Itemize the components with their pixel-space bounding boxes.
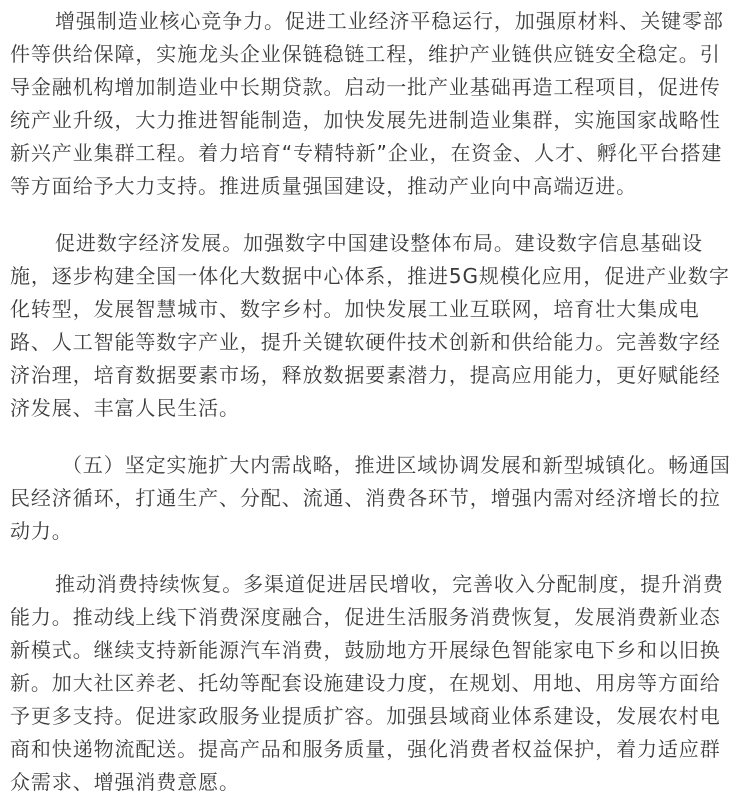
paragraph-line: 推动消费持续恢复。多渠道促进居民增收，完善收入分配制度，提升消费 [55,572,724,596]
paragraph-line: 众需求、增强消费意愿。 [10,770,240,794]
paragraph-line: 商和快递物流配送。提高产品和服务质量，强化消费者权益保护，着力适应群 [10,737,721,761]
paragraph-line: 等方面给予大力支持。推进质量强国建设，推动产业向中高端迈进。 [10,174,637,198]
paragraph-line: 新。加大社区养老、托幼等配套设施建设力度，在规划、用地、用房等方面给 [10,671,721,695]
paragraph-line: 予更多支持。促进家政服务业提质扩容。加强县域商业体系建设，发展农村电 [10,704,721,728]
paragraph-line: 导金融机构增加制造业中长期贷款。启动一批产业基础再造工程项目，促进传 [10,75,721,99]
paragraph-line: 增强制造业核心竞争力。促进工业经济平稳运行，加强原材料、关键零部 [55,9,724,33]
paragraph-line: 统产业升级，大力推进智能制造，加快发展先进制造业集群，实施国家战略性 [10,108,721,132]
paragraph-line: 新模式。继续支持新能源汽车消费，鼓励地方开展绿色智能家电下乡和以旧换 [10,638,721,662]
paragraph-line: 能力。推动线上线下消费深度融合，促进生活服务消费恢复，发展消费新业态 [10,605,721,629]
paragraph-line: 施，逐步构建全国一体化大数据中心体系，推进5G规模化应用，促进产业数字 [10,264,730,288]
paragraph-line: 路、人工智能等数字产业，提升关键软硬件技术创新和供给能力。完善数字经 [10,330,721,354]
paragraph-line: 动力。 [10,519,73,543]
paragraph-line: 济治理，培育数据要素市场，释放数据要素潜力，提高应用能力，更好赋能经 [10,363,721,387]
paragraph-line: 新兴产业集群工程。着力培育“专精特新”企业，在资金、人才、孵化平台搭建 [10,141,723,165]
paragraph-line: 化转型，发展智慧城市、数字乡村。加快发展工业互联网，培育壮大集成电 [10,297,700,321]
section-heading-line: （五）坚定实施扩大内需战略，推进区域协调发展和新型城镇化。畅通国 [62,453,731,477]
paragraph-line: 促进数字经济发展。加强数字中国建设整体布局。建设数字信息基础设 [55,231,703,255]
paragraph-line: 济发展、丰富人民生活。 [10,396,240,420]
paragraph-line: 件等供给保障，实施龙头企业保链稳链工程，维护产业链供应链安全稳定。引 [10,42,721,66]
paragraph-line: 民经济循环，打通生产、分配、流通、消费各环节，增强内需对经济增长的拉 [10,486,721,510]
